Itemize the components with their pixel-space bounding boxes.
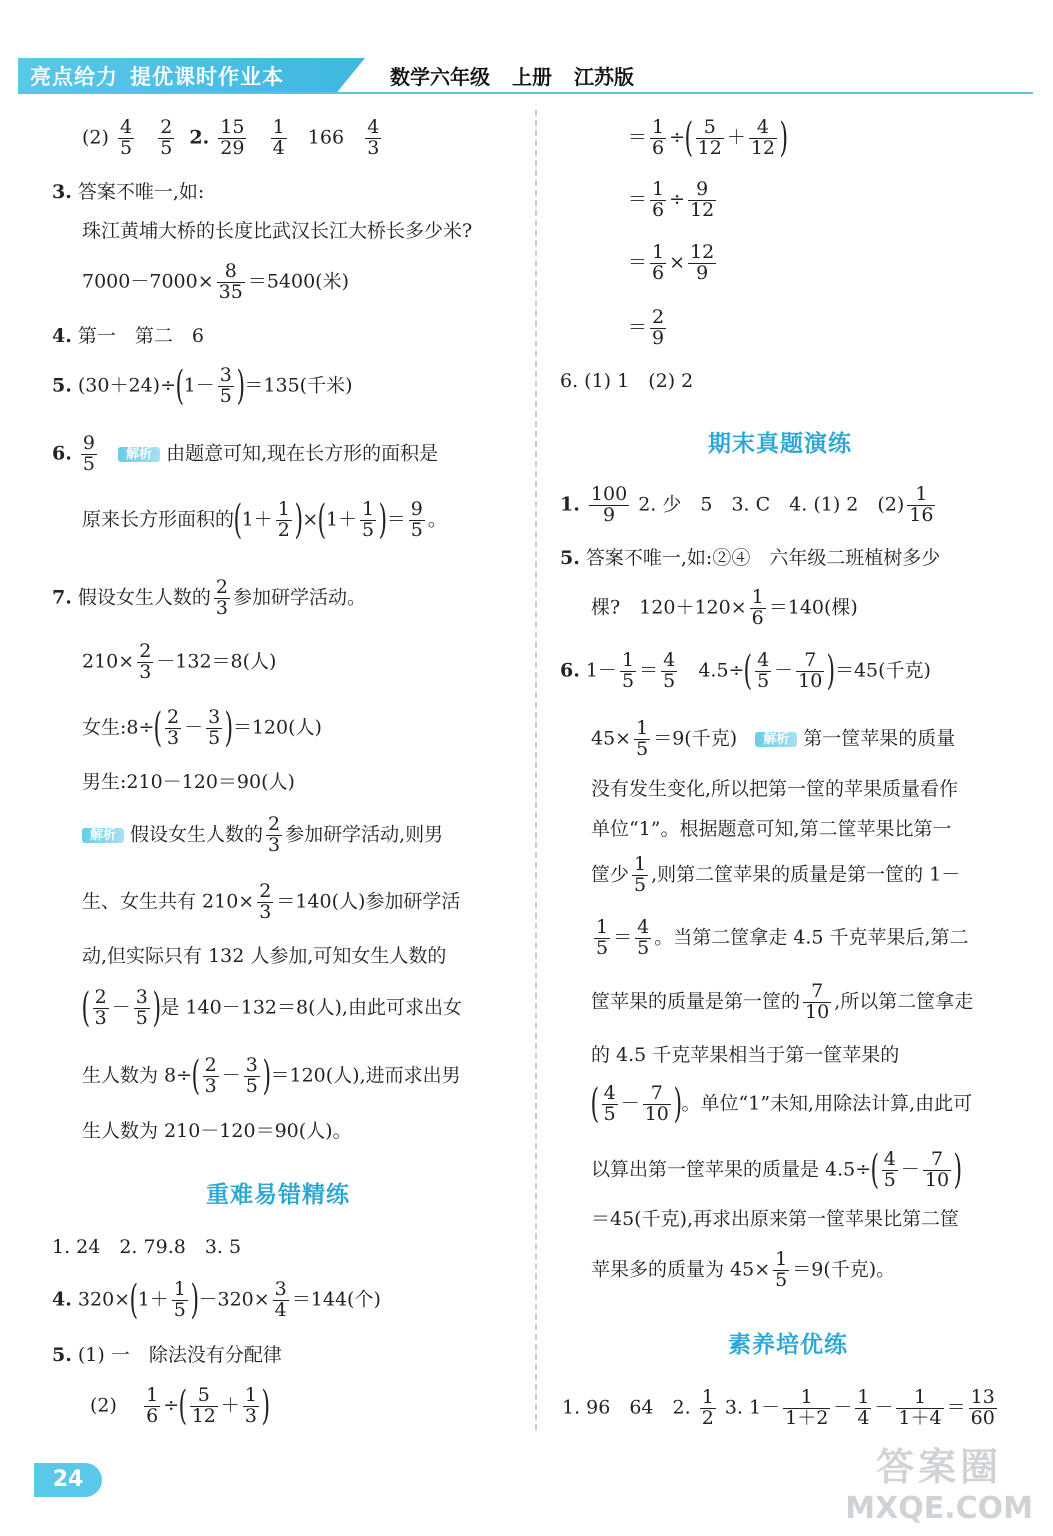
fraction: $\frac{4}{5}$: [637, 916, 650, 959]
r-step-2: ＝ $\frac{1}{6}$ ÷ $\frac{9}{12}$: [628, 178, 715, 221]
bracket: (: [590, 1081, 600, 1128]
fraction: $\frac{100}{9}$: [590, 483, 628, 526]
fraction: $\frac{1}{5}$: [362, 498, 375, 541]
fraction: $\frac{1}{4}$: [857, 1386, 870, 1429]
s2-analysis-3: 单位“1”。根据题意可知,第二筐苹果比第一: [591, 818, 952, 840]
r-q6: 6. (1) 1 (2) 2: [560, 370, 694, 392]
fraction: $\frac{1}{5}$: [634, 853, 647, 896]
s2-analysis-8: ( $\frac{4}{5}$ － $\frac{7}{10}$ )。单位“1”未知,用除法计算,由此可: [590, 1081, 973, 1128]
fraction: $\frac{1}{2}$: [701, 1386, 714, 1429]
s2-analysis-5: $\frac{1}{5}$ ＝ $\frac{4}{5}$ 。当第二筐拿走 4.5 千克苹果后,第二: [596, 916, 969, 959]
s2-analysis-2: 没有发生变化,所以把第一筐的苹果质量看作: [591, 778, 959, 800]
fraction: $\frac{5}{12}$: [697, 116, 722, 159]
s3-line-1: 1. 96 64 2. $\frac{1}{2}$ 3. 1－ $\frac{1}{1+2}$ － $\frac{1}{4}$ － $\frac{1}{1+4}$ ＝ $\frac{13}{60}$: [562, 1386, 995, 1429]
fraction: $\frac{2}{3}$: [268, 813, 281, 856]
s2-line-1: 1. $\frac{100}{9}$ 2. 少 5 3. C 4. (1) 2 (2) $\frac{1}{16}$: [560, 483, 934, 526]
bracket: ): [826, 648, 836, 695]
fraction: $\frac{5}{12}$: [191, 1384, 216, 1427]
bracket: (: [191, 1053, 201, 1100]
fraction: $\frac{4}{5}$: [757, 649, 770, 692]
fraction: $\frac{1}{5}$: [636, 717, 649, 760]
bracket: ): [236, 363, 245, 410]
q7-analysis-4: ( $\frac{2}{3}$ － $\frac{3}{5}$ )是 140－132＝8(人),由此可求出女: [81, 985, 462, 1032]
bracket: (: [743, 648, 753, 695]
answer-line-1: (2) $\frac{4}{5}$ $\frac{2}{5}$ 2. $\frac{15}{29}$ $\frac{1}{4}$ 166 $\frac{4}{3}$: [82, 116, 380, 159]
s2-q6: 6. 1－ $\frac{1}{5}$ ＝ $\frac{4}{5}$ 4.5÷( $\frac{4}{5}$ － $\frac{7}{10}$ )＝45(千克): [560, 648, 931, 695]
fraction: $\frac{1}{5}$: [775, 1248, 788, 1291]
header-rule: [18, 92, 1033, 94]
fraction: $\frac{1}{5}$: [596, 916, 609, 959]
bracket: ): [262, 1053, 271, 1100]
fraction: $\frac{1}{16}$: [909, 483, 934, 526]
bracket: (: [178, 1383, 188, 1430]
q3-equation: 7000－7000× $\frac{8}{35}$ ＝5400(米): [82, 260, 350, 303]
fraction: $\frac{15}{29}$: [220, 116, 245, 159]
q3-line: 3. 答案不唯一,如:: [52, 181, 205, 203]
bracket: ): [673, 1081, 683, 1128]
fraction: $\frac{3}{4}$: [274, 1278, 287, 1321]
fraction: $\frac{7}{10}$: [798, 649, 823, 692]
fraction: $\frac{3}{5}$: [135, 986, 148, 1029]
fraction: $\frac{1}{1+2}$: [785, 1386, 829, 1429]
fraction: $\frac{13}{60}$: [970, 1386, 995, 1429]
fraction: $\frac{2}{3}$: [215, 576, 228, 619]
watermark: 答案圈 MXQE.COM: [845, 1445, 1033, 1526]
fraction: $\frac{1}{6}$: [652, 241, 665, 284]
bracket: ): [224, 705, 234, 752]
bracket: (: [317, 497, 327, 544]
fraction: $\frac{4}{3}$: [367, 116, 380, 159]
bracket: (: [684, 115, 694, 162]
s2-analysis-6: 筐苹果的质量是第一筐的 $\frac{7}{10}$ ,所以第二筐拿走: [591, 980, 974, 1023]
fraction: $\frac{7}{10}$: [924, 1148, 950, 1191]
fraction: $\frac{1}{6}$: [652, 116, 665, 159]
q7-line: 7. 假设女生人数的 $\frac{2}{3}$ 参加研学活动。: [52, 576, 367, 619]
s2-analysis-1: 45× $\frac{1}{5}$ ＝9(千克) 解析 第一筐苹果的质量: [591, 717, 956, 760]
fraction: $\frac{1}{6}$: [751, 586, 764, 629]
s2-analysis-7: 的 4.5 千克苹果相当于第一筐苹果的: [591, 1044, 900, 1066]
s2-analysis-10: ＝45(千克),再求出原来第一筐苹果比第二筐: [591, 1208, 960, 1230]
fraction: $\frac{3}{5}$: [219, 364, 232, 407]
fraction: $\frac{2}{3}$: [259, 880, 272, 923]
header-subtitle: 数学六年级 上册 江苏版: [390, 65, 634, 89]
q6-line-2: 原来长方形面积的(1＋ $\frac{1}{2}$ )×(1＋ $\frac{1}{5}$ )＝ $\frac{9}{5}$ 。: [82, 497, 447, 544]
column-divider: [535, 110, 537, 1430]
q7-eq-1: 210× $\frac{2}{3}$ －132＝8(人): [82, 640, 277, 683]
fraction: $\frac{7}{10}$: [644, 1082, 669, 1125]
fraction: $\frac{1}{6}$: [146, 1384, 159, 1427]
s1-q4: 4. 320×(1＋ $\frac{1}{5}$ )－320× $\frac{3}{4}$ ＝144(个): [52, 1277, 381, 1324]
fraction: $\frac{3}{5}$: [245, 1054, 258, 1097]
r-step-4: ＝ $\frac{2}{9}$: [628, 306, 665, 349]
fraction: $\frac{3}{5}$: [208, 706, 221, 749]
fraction: $\frac{2}{3}$: [94, 986, 107, 1029]
fraction: $\frac{9}{12}$: [690, 178, 715, 221]
s2-q5: 5. 答案不唯一,如:②④ 六年级二班植树多少: [560, 547, 941, 569]
bracket: (: [233, 497, 243, 544]
bracket: (: [153, 705, 163, 752]
section-title-suyang: 素养培优练: [728, 1332, 848, 1358]
fraction: $\frac{2}{3}$: [204, 1054, 217, 1097]
fraction: $\frac{4}{5}$: [883, 1148, 896, 1191]
q7-analysis-5: 生人数为 8÷( $\frac{2}{3}$ － $\frac{3}{5}$ )＝120(人),进而求出男: [82, 1053, 461, 1100]
r-step-3: ＝ $\frac{1}{6}$ × $\frac{12}{9}$: [628, 241, 715, 284]
q5-line: 5. (30＋24)÷(1－ $\frac{3}{5}$ )＝135(千米): [52, 363, 353, 410]
page-number: 24: [34, 1463, 102, 1497]
s2-analysis-4: 筐少 $\frac{1}{5}$ ,则第二筐苹果的质量是第一筐的 1－: [591, 853, 961, 896]
s2-q5-2: 棵? 120＋120× $\frac{1}{6}$ ＝140(棵): [591, 586, 858, 629]
bracket: ): [779, 115, 789, 162]
s2-analysis-9: 以算出第一筐苹果的质量是 4.5÷( $\frac{4}{5}$ － $\frac{7}{10}$ ): [591, 1147, 963, 1194]
fraction: $\frac{1}{1+4}$: [898, 1386, 942, 1429]
bracket: ): [190, 1277, 199, 1324]
bracket: (: [81, 985, 91, 1032]
fraction: $\frac{1}{5}$: [621, 649, 635, 692]
fraction: $\frac{9}{5}$: [410, 498, 423, 541]
fraction: $\frac{4}{12}$: [750, 116, 776, 159]
header-brand: 亮点给力 提优课时作业本: [30, 65, 284, 89]
s2-analysis-11: 苹果多的质量为 45× $\frac{1}{5}$ ＝9(千克)。: [591, 1248, 896, 1291]
fraction: $\frac{1}{5}$: [173, 1278, 186, 1321]
q7-analysis-6: 生人数为 210－120＝90(人)。: [82, 1120, 352, 1142]
page-header: [0, 0, 1053, 95]
fraction: $\frac{4}{5}$: [663, 649, 676, 692]
s1-q5: 5. (1) 一 除法没有分配律: [52, 1344, 282, 1366]
q7-eq-2: 女生:8÷( $\frac{2}{3}$ － $\frac{3}{5}$ )＝120(人): [82, 705, 322, 752]
section-title-qimo: 期末真题演练: [708, 431, 852, 457]
s1-q5-2: (2) $\frac{1}{6}$ ÷( $\frac{5}{12}$ ＋ $\frac{1}{3}$ ): [90, 1383, 271, 1430]
bracket: ): [378, 497, 388, 544]
bracket: ): [294, 497, 303, 544]
r-step-1: ＝ $\frac{1}{6}$ ÷( $\frac{5}{12}$ ＋ $\frac{4}{12}$ ): [628, 115, 789, 162]
bracket: ): [261, 1383, 271, 1430]
fraction: $\frac{9}{5}$: [82, 432, 95, 475]
q7-analysis-2: 生、女生共有 210× $\frac{2}{3}$ ＝140(人)参加研学活: [82, 880, 461, 923]
fraction: $\frac{2}{5}$: [160, 116, 173, 159]
q7-eq-3: 男生:210－120＝90(人): [82, 771, 295, 793]
analysis-tag: 解析: [82, 828, 124, 843]
fraction: $\frac{4}{5}$: [603, 1082, 616, 1125]
fraction: $\frac{7}{10}$: [805, 980, 830, 1023]
q7-analysis-1: 解析 假设女生人数的 $\frac{2}{3}$ 参加研学活动,则男: [82, 815, 443, 856]
fraction: $\frac{2}{3}$: [167, 706, 180, 749]
q6-line: 6. $\frac{9}{5}$ 解析 由题意可知,现在长方形的面积是: [52, 432, 439, 475]
bracket: (: [870, 1147, 880, 1194]
fraction: $\frac{1}{2}$: [277, 498, 290, 541]
s1-line-1: 1. 24 2. 79.8 3. 5: [52, 1236, 242, 1258]
bracket: (: [129, 1277, 139, 1324]
analysis-tag: 解析: [118, 447, 160, 462]
fraction: $\frac{1}{3}$: [244, 1384, 258, 1427]
fraction: $\frac{8}{35}$: [218, 260, 243, 303]
section-title-zhongnan: 重难易错精练: [206, 1182, 350, 1208]
fraction: $\frac{2}{3}$: [139, 640, 152, 683]
bracket: (: [175, 363, 185, 410]
q4-line: 4. 第一 第二 6: [52, 325, 204, 347]
bracket: ): [953, 1147, 963, 1194]
q7-analysis-3: 动,但实际只有 132 人参加,可知女生人数的: [82, 945, 447, 967]
fraction: $\frac{4}{5}$: [119, 116, 133, 159]
analysis-tag: 解析: [755, 732, 797, 747]
fraction: $\frac{12}{9}$: [690, 241, 715, 284]
bracket: ): [152, 985, 161, 1032]
fraction: $\frac{2}{9}$: [652, 306, 665, 349]
q3-question: 珠江黄埔大桥的长度比武汉长江大桥长多少米?: [82, 220, 473, 242]
fraction: $\frac{1}{6}$: [652, 178, 665, 221]
fraction: $\frac{1}{4}$: [272, 116, 285, 159]
